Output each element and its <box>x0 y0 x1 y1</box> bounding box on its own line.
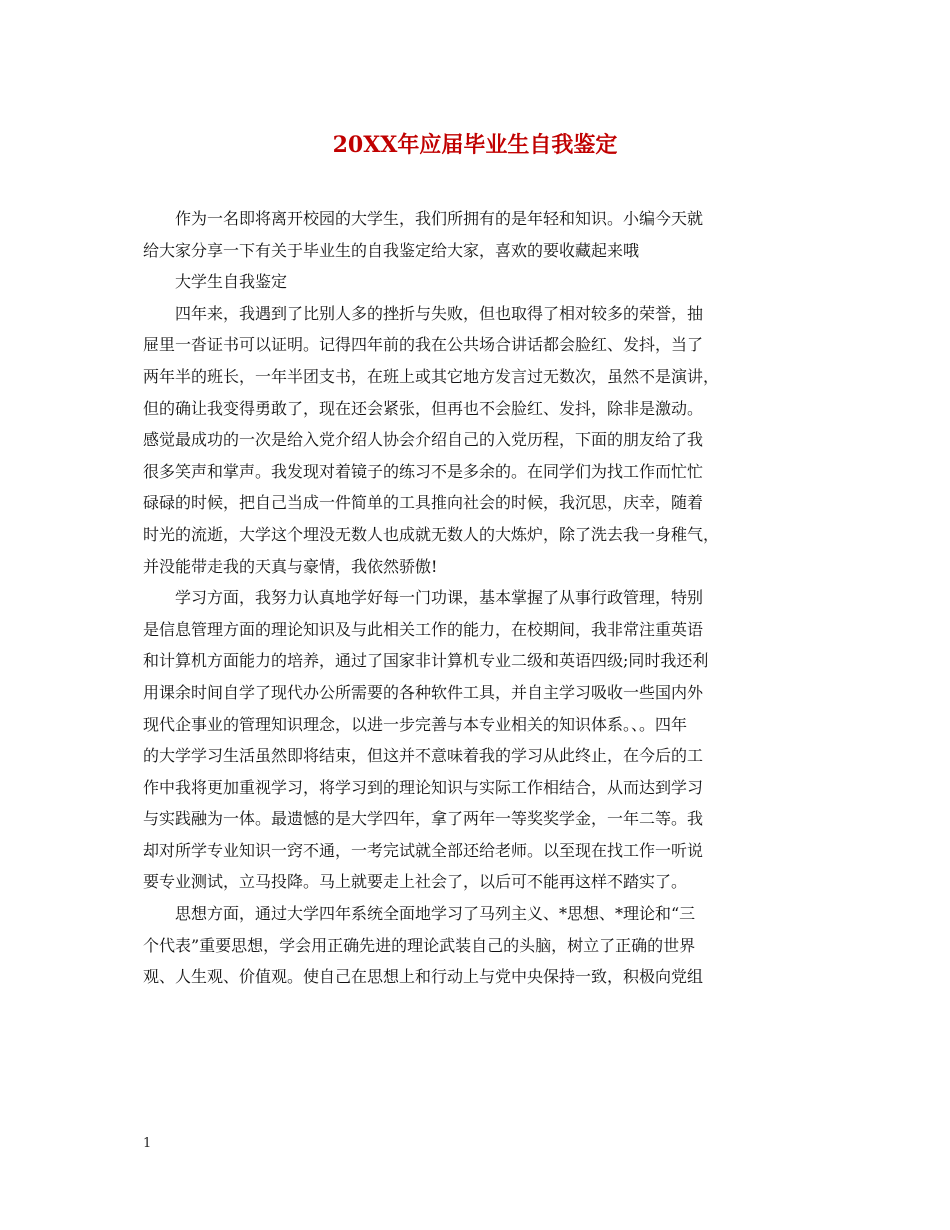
section-heading: 大学生自我鉴定 <box>175 272 288 292</box>
paragraph-intro: 作为一名即将离开校园的大学生，我们所拥有的是年轻和知识。小编今天就 给大家分享一下有关于毕业生的自我鉴定给大家，喜欢的要收藏起来哦 <box>143 209 704 260</box>
paragraph-four-years: 四年来，我遇到了比别人多的挫折与失败，但也取得了相对较多的荣誉，抽 屉里一沓证书可以证明。记得四年前的我在公共场合讲话都会脸红、发抖，当了 两年半的班长，一年半团支书，在班上或其它地方发言过无数次，虽然不是演讲， 但的确让我变得勇敢了，现在还会紧张，但再也不会脸红、发抖，除非是激动。 感觉最成功的一次是给入党介绍人协会介绍自己的入党历程，下面的朋友给了我 很多笑声和掌声。我发现对着镜子的练习不是多余的。在同学们为找工作而忙忙 碌碌的时候，把自己当成一件简单的工具推向社会的时候，我沉思，庆幸，随着 时光的流逝，大学这个埋没无数人也成就无数人的大炼炉，除了洗去我一身稚气， 并没能带走我的天真与豪情，我依然骄傲! <box>143 303 720 576</box>
document-title: 20XX年应届毕业生自我鉴定 <box>332 132 618 158</box>
paragraph-study: 学习方面，我努力认真地学好每一门功课，基本掌握了从事行政管理，特别 是信息管理方面的理论知识及与此相关工作的能力，在校期间，我非常注重英语 和计算机方面能力的培养，通过了国家非计算机专业二级和英语四级;同时我还利 用课余时间自学了现代办公所需要的各种软件工具，并自主学习吸收一些国内外 现代企事业的管理知识理念，以进一步完善与本专业相关的知识体系。、。四年 的大学学习生活虽然即将结束，但这并不意味着我的学习从此终止，在今后的工 作中我将更加重视学习，将学习到的理论知识与实际工作相结合，从而达到学习 与实践融为一体。最遗憾的是大学四年，拿了两年一等奖奖学金，一年二等。我 却对所学专业知识一窍不通，一考完试就全部还给老师。以至现在找工作一听说 要专业测试，立马投降。马上就要走上社会了，以后可不能再这样不踏实了。 <box>143 588 709 892</box>
paragraph-thought: 思想方面，通过大学四年系统全面地学习了马列主义、*思想、*理论和“三 个代表”重要思想，学会用正确先进的理论武装自己的头脑，树立了正确的世界 观、人生观、价值观。使自己在思想上和行动上与党中央保持一致，积极向党组 <box>143 904 704 987</box>
page-number: 1 <box>143 1136 152 1151</box>
document-body <box>143 203 807 993</box>
